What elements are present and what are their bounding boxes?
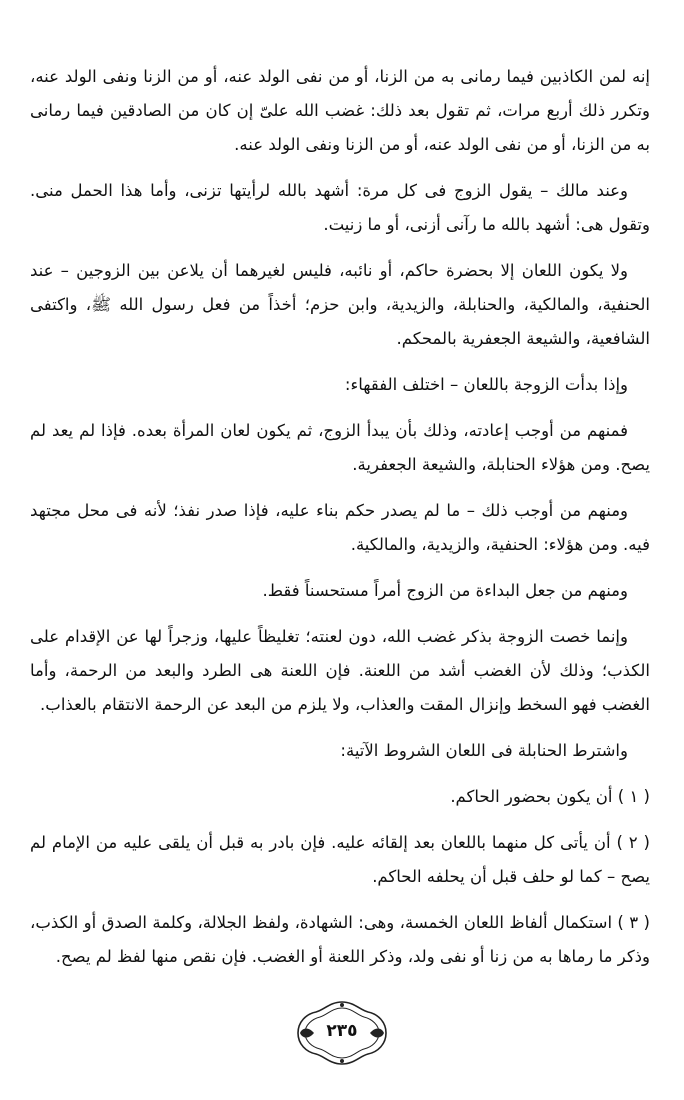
paragraph-4: وإذا بدأت الزوجة باللعان – اختلف الفقهاء: <box>344 375 628 394</box>
page-number-ornament <box>294 998 390 1068</box>
paragraph-7: ومنهم من جعل البداءة من الزوج أمراً مستحسناً فقط. <box>262 581 628 600</box>
paragraph-5: فمنهم من أوجب إعادته، وذلك بأن يبدأ الزوج، ثم يكون لعان المرأة بعده. فإذا لم يعد لم يصح. ومن هؤلاء الحنابلة، والشيعة الجعفرية. <box>30 421 650 474</box>
paragraph-8: وإنما خصت الزوجة بذكر غضب الله، دون لعنته؛ تغليظاً عليها، وزجراً لها عن الإقدام على الكذب؛ وذلك لأن الغضب أشد من اللعنة. فإن اللعنة هى الطرد والبعد من الرحمة، وأما الغضب فهو السخط وإنزال المقت والعذاب، ولا يلزم من البعد عن الرحمة الانتقام بالعذاب. <box>30 627 650 714</box>
page-number: ٢٣٥ <box>326 1021 358 1041</box>
paragraph-6: ومنهم من أوجب ذلك – ما لم يصدر حكم بناء عليه، فإذا صدر نفذ؛ لأنه فى محل مجتهد فيه. ومن هؤلاء: الحنفية، والزيدية، والمالكية. <box>30 501 650 554</box>
condition-1: ( ١ ) أن يكون بحضور الحاكم. <box>450 787 650 806</box>
paragraph-3: ولا يكون اللعان إلا بحضرة حاكم، أو نائبه، فليس لغيرهما أن يلاعن بين الزوجين – عند الحنفية، والمالكية، والحنابلة، والزيدية، وابن حزم؛ أخذاً من فعل رسول الله ﷺ، واكتفى الشافعية، والشيعة الجعفرية بالمحكم. <box>30 261 650 348</box>
paragraph-2: وعند مالك – يقول الزوج فى كل مرة: أشهد بالله لرأيتها تزنى، وأما هذا الحمل منى. وتقول هى: أشهد بالله ما رآنى أزنى، أو ما زنيت. <box>30 181 650 234</box>
condition-2: ( ٢ ) أن يأتى كل منهما باللعان بعد إلقائه عليه. فإن بادر به قبل أن يلقى عليه من الإمام لم يصح – كما لو حلف قبل أن يحلفه الحاكم. <box>30 833 650 886</box>
condition-3: ( ٣ ) استكمال ألفاظ اللعان الخمسة، وهى: الشهادة، ولفظ الجلالة، وكلمة الصدق أو الكذب، وذكر ما رماها به من زنا أو نفى ولد، وذكر اللعنة أو الغضب. فإن نقص منها لفظ لم يصح. <box>30 913 650 966</box>
paragraph-1: إنه لمن الكاذبين فيما رمانى به من الزنا، أو من نفى الولد عنه، أو من الزنا ونفى الولد عنه، وتكرر ذلك أربع مرات، ثم تقول بعد ذلك: غضب الله علىّ إن كان من الصادقين فيما رمانى به من الزنا، أو من نفى الولد عنه، أو من الزنا ونفى الولد عنه. <box>30 67 650 154</box>
paragraph-9: واشترط الحنابلة فى اللعان الشروط الآتية: <box>340 741 628 760</box>
